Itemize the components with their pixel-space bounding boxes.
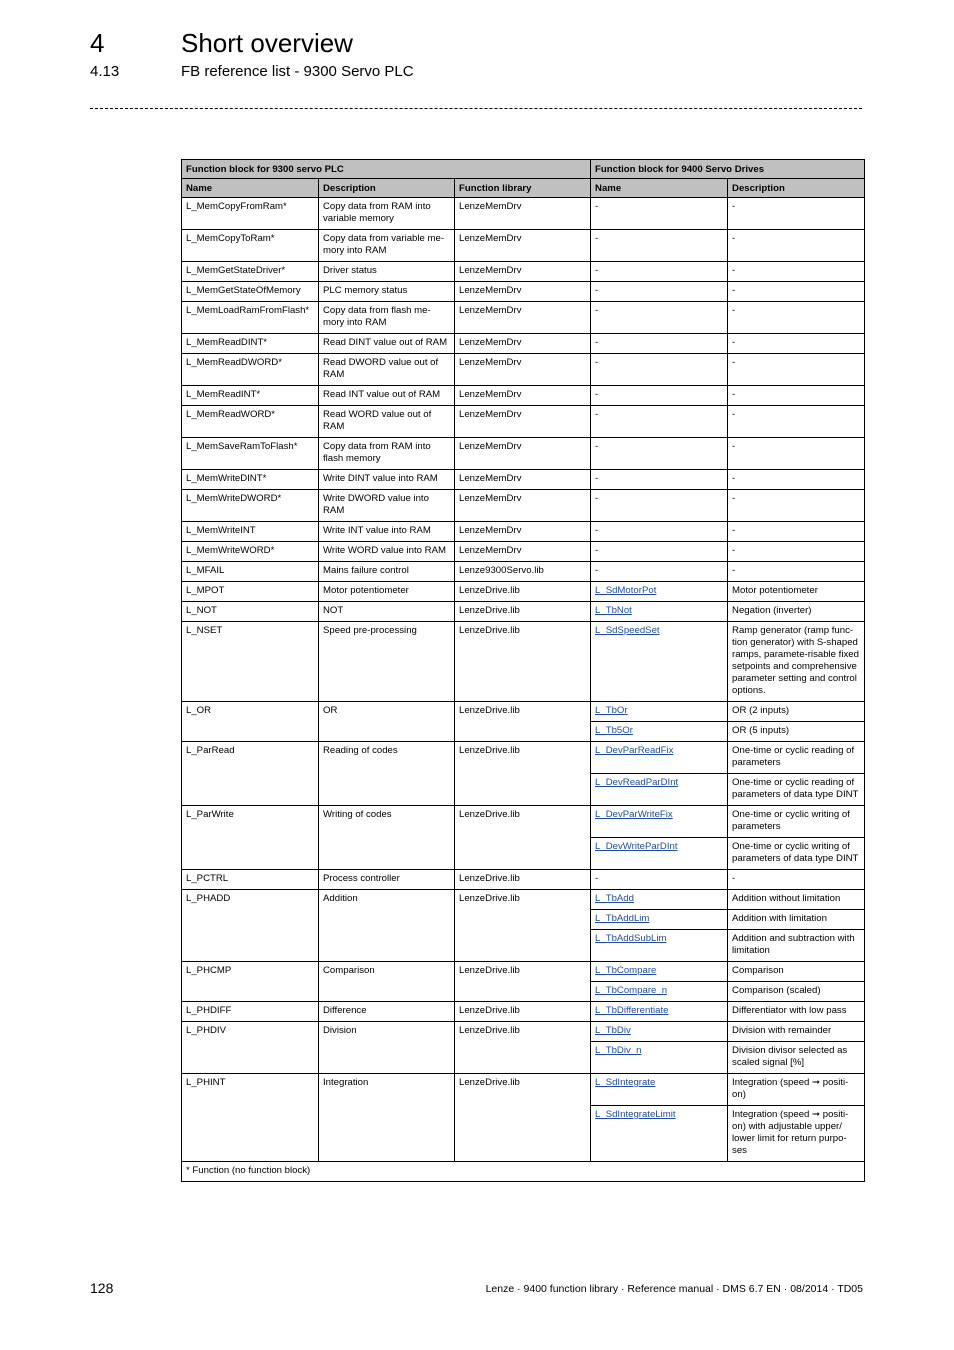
target-fb-description-cell: Comparison [728, 962, 865, 982]
target-fb-name-cell: - [591, 406, 728, 438]
fb-name-cell: L_MemWriteDINT* [182, 470, 319, 490]
table-row [182, 742, 865, 774]
target-fb-link[interactable]: L_DevParReadFix [595, 745, 674, 756]
fb-library-cell: LenzeMemDrv [455, 386, 591, 406]
column-header-name-9400: Name [591, 179, 728, 198]
fb-description-cell: Motor potentiometer [319, 582, 455, 602]
fb-description-cell: Driver status [319, 262, 455, 282]
target-fb-description-cell: One-time or cyclic writing of parameters [728, 806, 865, 838]
table-row [182, 522, 865, 542]
fb-name-cell: L_MemWriteINT [182, 522, 319, 542]
fb-library-cell: Lenze9300Servo.lib [455, 562, 591, 582]
fb-name-cell: L_MemLoadRamFromFlash* [182, 302, 319, 334]
target-fb-link[interactable]: L_TbOr [595, 705, 628, 716]
fb-description-cell: Read WORD value out of RAM [319, 406, 455, 438]
target-fb-description-cell: Motor potentiometer [728, 582, 865, 602]
column-header-description-9400: Description [728, 179, 865, 198]
fb-name-cell: L_PCTRL [182, 870, 319, 890]
chapter-number: 4 [90, 28, 105, 58]
fb-library-cell: LenzeMemDrv [455, 334, 591, 354]
target-fb-name-cell [591, 930, 728, 962]
target-fb-name-cell [591, 582, 728, 602]
fb-description-cell: Speed pre-processing [319, 622, 455, 702]
target-fb-link[interactable]: L_TbCompare_n [595, 985, 668, 996]
fb-description-cell: Copy data from variable me-mory into RAM [319, 230, 455, 262]
page-number: 128 [90, 1280, 114, 1296]
fb-description-cell: Copy data from RAM into variable memory [319, 198, 455, 230]
target-fb-name-cell [591, 1042, 728, 1074]
table-row [182, 582, 865, 602]
fb-library-cell: LenzeMemDrv [455, 354, 591, 386]
table-row [182, 438, 865, 470]
table-row [182, 1022, 865, 1042]
table-row [182, 334, 865, 354]
fb-library-cell: LenzeMemDrv [455, 522, 591, 542]
target-fb-name-cell [591, 982, 728, 1002]
fb-description-cell: Reading of codes [319, 742, 455, 806]
fb-description-cell: NOT [319, 602, 455, 622]
target-fb-link[interactable]: L_SdIntegrate [595, 1077, 656, 1088]
target-fb-description-cell: Differentiator with low pass [728, 1002, 865, 1022]
fb-library-cell: LenzeDrive.lib [455, 742, 591, 806]
target-fb-name-cell [591, 962, 728, 982]
target-fb-name-cell: - [591, 262, 728, 282]
table-row [182, 602, 865, 622]
fb-library-cell: LenzeMemDrv [455, 406, 591, 438]
target-fb-description-cell: OR (2 inputs) [728, 702, 865, 722]
target-fb-link[interactable]: L_TbAddLim [595, 913, 650, 924]
target-fb-description-cell: One-time or cyclic reading of parameters of data type DINT [728, 774, 865, 806]
target-fb-description-cell: - [728, 386, 865, 406]
target-fb-name-cell: - [591, 490, 728, 522]
table-row [182, 470, 865, 490]
fb-library-cell: LenzeMemDrv [455, 230, 591, 262]
fb-description-cell: Write INT value into RAM [319, 522, 455, 542]
target-fb-link[interactable]: L_TbAdd [595, 893, 634, 904]
target-fb-description-cell: - [728, 542, 865, 562]
target-fb-description-cell: - [728, 198, 865, 230]
target-fb-name-cell [591, 1002, 728, 1022]
target-fb-description-cell: - [728, 262, 865, 282]
fb-description-cell: Writing of codes [319, 806, 455, 870]
fb-library-cell: LenzeMemDrv [455, 302, 591, 334]
table-row [182, 702, 865, 722]
target-fb-name-cell: - [591, 562, 728, 582]
target-fb-link[interactable]: L_SdSpeedSet [595, 625, 660, 636]
target-fb-link[interactable]: L_SdMotorPot [595, 585, 657, 596]
target-fb-name-cell [591, 838, 728, 870]
fb-description-cell: Difference [319, 1002, 455, 1022]
target-fb-description-cell: Integration (speed ➞ positi-on) with adjustable upper/ lower limit for return purpo-ses [728, 1106, 865, 1162]
target-fb-description-cell: Comparison (scaled) [728, 982, 865, 1002]
fb-library-cell: LenzeDrive.lib [455, 622, 591, 702]
fb-library-cell: LenzeDrive.lib [455, 890, 591, 962]
fb-library-cell: LenzeDrive.lib [455, 1022, 591, 1074]
table-row [182, 870, 865, 890]
target-fb-name-cell [591, 774, 728, 806]
table-column-header-row [182, 179, 865, 198]
group-header-9400: Function block for 9400 Servo Drives [591, 160, 865, 179]
fb-description-cell: Read DINT value out of RAM [319, 334, 455, 354]
target-fb-description-cell: Integration (speed ➞ positi-on) [728, 1074, 865, 1106]
column-header-name: Name [182, 179, 319, 198]
fb-description-cell: Copy data from flash me-mory into RAM [319, 302, 455, 334]
table-row [182, 198, 865, 230]
chapter-title: Short overview [181, 28, 353, 58]
target-fb-description-cell: Division divisor selected as scaled signal [%] [728, 1042, 865, 1074]
target-fb-description-cell: OR (5 inputs) [728, 722, 865, 742]
target-fb-link[interactable]: L_TbNot [595, 605, 632, 616]
fb-library-cell: LenzeDrive.lib [455, 582, 591, 602]
fb-reference-table [181, 159, 865, 1182]
target-fb-name-cell [591, 1106, 728, 1162]
table-row [182, 406, 865, 438]
header-divider [90, 108, 862, 109]
target-fb-name-cell: - [591, 542, 728, 562]
fb-library-cell: LenzeDrive.lib [455, 962, 591, 1002]
target-fb-name-cell: - [591, 522, 728, 542]
target-fb-name-cell: - [591, 198, 728, 230]
target-fb-description-cell: - [728, 470, 865, 490]
target-fb-link[interactable]: L_TbDiv_n [595, 1045, 642, 1056]
fb-library-cell: LenzeDrive.lib [455, 806, 591, 870]
target-fb-description-cell: - [728, 406, 865, 438]
fb-name-cell: L_MemCopyFromRam* [182, 198, 319, 230]
fb-description-cell: Read INT value out of RAM [319, 386, 455, 406]
footer-text: Lenze · 9400 function library · Reference manual · DMS 6.7 EN · 08/2014 · TD05 [485, 1283, 863, 1295]
fb-library-cell: LenzeDrive.lib [455, 1074, 591, 1162]
fb-description-cell: Integration [319, 1074, 455, 1162]
target-fb-description-cell: Addition with limitation [728, 910, 865, 930]
table-row [182, 806, 865, 838]
column-header-description: Description [319, 179, 455, 198]
target-fb-name-cell [591, 910, 728, 930]
target-fb-description-cell: - [728, 230, 865, 262]
target-fb-description-cell: - [728, 870, 865, 890]
group-header-9300: Function block for 9300 servo PLC [182, 160, 591, 179]
table-row [182, 622, 865, 702]
fb-library-cell: LenzeDrive.lib [455, 1002, 591, 1022]
table-footnote-row [182, 1162, 865, 1182]
target-fb-name-cell [591, 890, 728, 910]
fb-name-cell: L_MemReadINT* [182, 386, 319, 406]
fb-library-cell: LenzeMemDrv [455, 542, 591, 562]
target-fb-description-cell: - [728, 282, 865, 302]
fb-name-cell: L_PHINT [182, 1074, 319, 1162]
fb-description-cell: OR [319, 702, 455, 742]
fb-description-cell: Mains failure control [319, 562, 455, 582]
fb-name-cell: L_PHDIFF [182, 1002, 319, 1022]
table-row [182, 1074, 865, 1106]
target-fb-name-cell: - [591, 354, 728, 386]
target-fb-name-cell: - [591, 302, 728, 334]
target-fb-description-cell: Division with remainder [728, 1022, 865, 1042]
section-number: 4.13 [90, 63, 120, 80]
fb-library-cell: LenzeMemDrv [455, 198, 591, 230]
target-fb-description-cell: Addition without limitation [728, 890, 865, 910]
target-fb-name-cell [591, 722, 728, 742]
target-fb-name-cell: - [591, 470, 728, 490]
target-fb-link[interactable]: L_DevReadParDInt [595, 777, 679, 788]
fb-library-cell: LenzeDrive.lib [455, 602, 591, 622]
target-fb-link[interactable]: L_DevWriteParDInt [595, 841, 678, 852]
fb-name-cell: L_MemGetStateDriver* [182, 262, 319, 282]
fb-description-cell: Read DWORD value out of RAM [319, 354, 455, 386]
fb-description-cell: Process controller [319, 870, 455, 890]
target-fb-name-cell: - [591, 438, 728, 470]
table-group-header-row [182, 160, 865, 179]
table-row [182, 490, 865, 522]
fb-name-cell: L_PHCMP [182, 962, 319, 1002]
target-fb-link[interactable]: L_Tb5Or [595, 725, 633, 736]
target-fb-link[interactable]: L_DevParWriteFix [595, 809, 673, 820]
table-row [182, 542, 865, 562]
fb-description-cell: Write DINT value into RAM [319, 470, 455, 490]
target-fb-description-cell: - [728, 562, 865, 582]
fb-description-cell: Comparison [319, 962, 455, 1002]
target-fb-description-cell: - [728, 302, 865, 334]
target-fb-description-cell: One-time or cyclic reading of parameters [728, 742, 865, 774]
target-fb-name-cell [591, 622, 728, 702]
fb-library-cell: LenzeMemDrv [455, 470, 591, 490]
table-row [182, 282, 865, 302]
fb-description-cell: Division [319, 1022, 455, 1074]
target-fb-name-cell [591, 602, 728, 622]
column-header-function-library: Function library [455, 179, 591, 198]
target-fb-name-cell: - [591, 230, 728, 262]
fb-library-cell: LenzeDrive.lib [455, 702, 591, 742]
fb-name-cell: L_MFAIL [182, 562, 319, 582]
fb-name-cell: L_MemReadDWORD* [182, 354, 319, 386]
fb-name-cell: L_PHADD [182, 890, 319, 962]
fb-name-cell: L_PHDIV [182, 1022, 319, 1074]
fb-name-cell: L_MemReadDINT* [182, 334, 319, 354]
fb-name-cell: L_NOT [182, 602, 319, 622]
table-row [182, 1002, 865, 1022]
target-fb-link[interactable]: L_SdIntegrateLimit [595, 1109, 676, 1120]
target-fb-description-cell: One-time or cyclic writing of parameters of data type DINT [728, 838, 865, 870]
target-fb-name-cell [591, 806, 728, 838]
fb-library-cell: LenzeMemDrv [455, 262, 591, 282]
target-fb-name-cell: - [591, 334, 728, 354]
table-row [182, 262, 865, 282]
target-fb-name-cell [591, 1022, 728, 1042]
target-fb-description-cell: - [728, 490, 865, 522]
target-fb-description-cell: Addition and subtraction with limitation [728, 930, 865, 962]
target-fb-link[interactable]: L_TbCompare [595, 965, 657, 976]
table-row [182, 230, 865, 262]
fb-name-cell: L_MemWriteDWORD* [182, 490, 319, 522]
target-fb-name-cell: - [591, 282, 728, 302]
fb-library-cell: LenzeDrive.lib [455, 870, 591, 890]
table-row [182, 354, 865, 386]
fb-name-cell: L_ParWrite [182, 806, 319, 870]
fb-description-cell: Addition [319, 890, 455, 962]
table-row [182, 962, 865, 982]
target-fb-description-cell: Ramp generator (ramp func-tion generator) with S-shaped ramps, paramete-risable fixed setpoints and comprehensive parameter setting and control options. [728, 622, 865, 702]
target-fb-name-cell [591, 742, 728, 774]
table-body [182, 198, 865, 1162]
fb-library-cell: LenzeMemDrv [455, 490, 591, 522]
fb-description-cell: PLC memory status [319, 282, 455, 302]
target-fb-name-cell [591, 702, 728, 722]
fb-description-cell: Write DWORD value into RAM [319, 490, 455, 522]
target-fb-name-cell: - [591, 870, 728, 890]
target-fb-link[interactable]: L_TbDifferentiate [595, 1005, 669, 1016]
fb-name-cell: L_MemWriteWORD* [182, 542, 319, 562]
table-footnote: * Function (no function block) [182, 1162, 865, 1182]
fb-name-cell: L_MemCopyToRam* [182, 230, 319, 262]
fb-name-cell: L_MemSaveRamToFlash* [182, 438, 319, 470]
fb-name-cell: L_NSET [182, 622, 319, 702]
target-fb-link[interactable]: L_TbDiv [595, 1025, 631, 1036]
table-row [182, 562, 865, 582]
target-fb-description-cell: - [728, 438, 865, 470]
target-fb-description-cell: Negation (inverter) [728, 602, 865, 622]
table-row [182, 302, 865, 334]
target-fb-description-cell: - [728, 354, 865, 386]
target-fb-name-cell: - [591, 386, 728, 406]
fb-name-cell: L_ParRead [182, 742, 319, 806]
fb-description-cell: Copy data from RAM into flash memory [319, 438, 455, 470]
fb-description-cell: Write WORD value into RAM [319, 542, 455, 562]
fb-name-cell: L_OR [182, 702, 319, 742]
fb-name-cell: L_MemGetStateOfMemory [182, 282, 319, 302]
fb-name-cell: L_MPOT [182, 582, 319, 602]
section-title: FB reference list - 9300 Servo PLC [181, 63, 414, 80]
table-row [182, 890, 865, 910]
table-row [182, 386, 865, 406]
fb-name-cell: L_MemReadWORD* [182, 406, 319, 438]
fb-library-cell: LenzeMemDrv [455, 282, 591, 302]
target-fb-name-cell [591, 1074, 728, 1106]
target-fb-description-cell: - [728, 522, 865, 542]
target-fb-description-cell: - [728, 334, 865, 354]
fb-library-cell: LenzeMemDrv [455, 438, 591, 470]
target-fb-link[interactable]: L_TbAddSubLim [595, 933, 667, 944]
